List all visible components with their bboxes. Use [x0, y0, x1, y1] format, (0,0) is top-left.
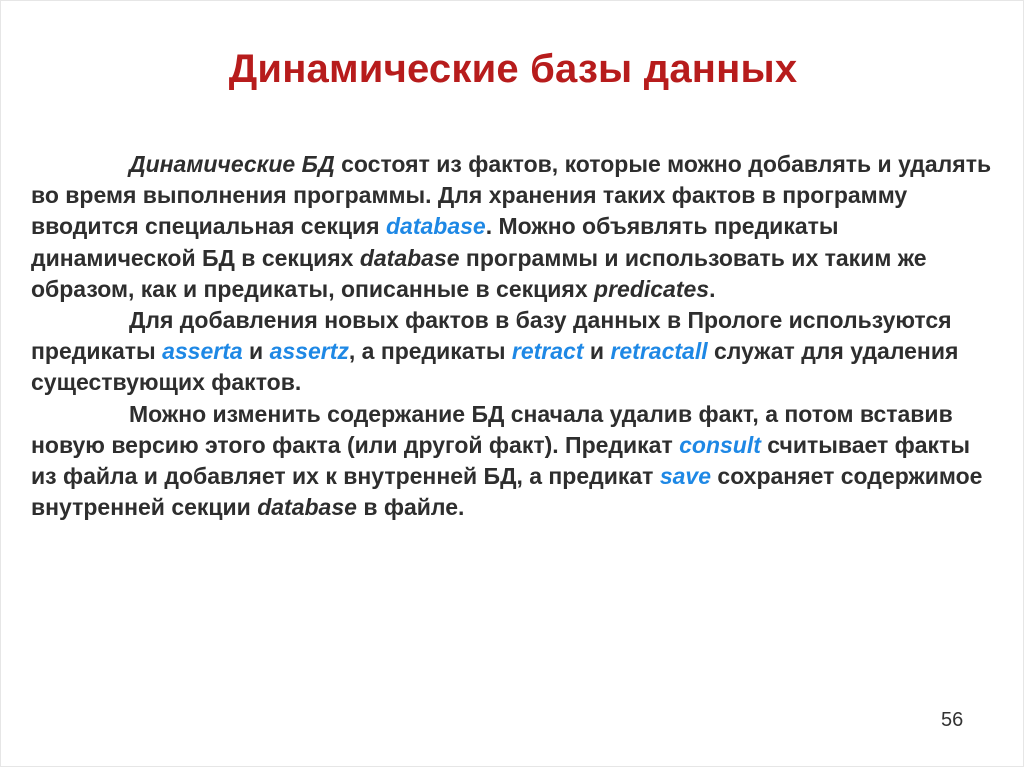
keyword-asserta: asserta [162, 338, 243, 365]
keyword-database: database [386, 213, 486, 240]
text-segment: и [583, 338, 611, 365]
paragraph-dynamic-db [31, 149, 995, 305]
text-segment: сохраняет содержимое внутренней секции [31, 463, 983, 521]
paragraph-assert-retract [31, 305, 995, 399]
term-database: database [359, 244, 460, 271]
keyword-retractall: retractall [610, 338, 708, 365]
slide-body [31, 149, 995, 523]
page-number: 56 [941, 709, 964, 731]
text-segment: программы и использовать их таким же образом, как и предикаты, описанные в секциях [31, 244, 927, 302]
term-database: database [257, 494, 357, 521]
text-segment: . [709, 275, 716, 302]
slide-title: Динамические базы данных [228, 47, 798, 91]
text-segment: в файле. [356, 494, 465, 521]
text-segment: считывает факты из файла и добавляет их к внутренней БД, а предикат [31, 431, 970, 490]
text-segment: служат для удаления существующих фактов. [31, 338, 959, 396]
paragraph-consult-save [31, 399, 995, 524]
text-segment: Для добавления новых фактов в базу данных в Прологе используются предикаты [31, 307, 952, 365]
keyword-save: save [659, 463, 712, 490]
keyword-retract: retract [511, 338, 584, 365]
keyword-assertz: assertz [269, 338, 349, 365]
text-segment: и [242, 338, 270, 365]
term-predicates: predicates [594, 275, 710, 302]
text-segment: , а предикаты [348, 338, 512, 365]
keyword-consult: consult [679, 431, 761, 458]
text-segment: Можно изменить содержание БД сначала удалив факт, а потом вставив новую версию этого факта (или другой факт). Предикат [31, 400, 953, 458]
text-segment: . Можно объявлять предикаты динамической БД в секциях [31, 213, 839, 271]
text-segment: состоят из фактов, которые можно добавлять и удалять во время выполнения программы. Для хранения таких фактов в программу вводится специальная секция [31, 151, 992, 240]
term-dynamic-db: Динамические БД [129, 151, 335, 177]
